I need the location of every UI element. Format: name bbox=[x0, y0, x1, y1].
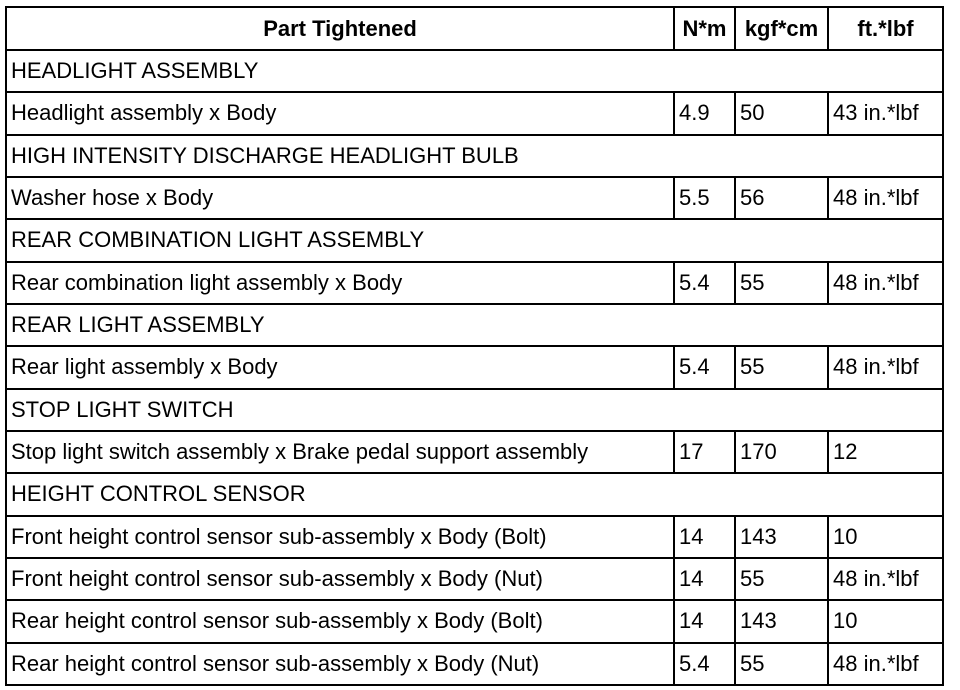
table-body bbox=[6, 50, 943, 685]
cell-nm: 14 bbox=[674, 558, 735, 600]
cell-ftlbf: 48 in.*lbf bbox=[828, 346, 943, 388]
section-title: STOP LIGHT SWITCH bbox=[6, 389, 943, 431]
header-ftlbf: ft.*lbf bbox=[828, 7, 943, 50]
cell-ftlbf: 48 in.*lbf bbox=[828, 177, 943, 219]
cell-nm: 14 bbox=[674, 516, 735, 558]
section-row bbox=[6, 473, 943, 515]
section-row bbox=[6, 304, 943, 346]
cell-nm: 4.9 bbox=[674, 92, 735, 134]
section-title: HEADLIGHT ASSEMBLY bbox=[6, 50, 943, 92]
cell-kgfcm: 50 bbox=[735, 92, 828, 134]
cell-ftlbf: 48 in.*lbf bbox=[828, 558, 943, 600]
table-row bbox=[6, 516, 943, 558]
table-row bbox=[6, 346, 943, 388]
table-row bbox=[6, 558, 943, 600]
cell-part: Front height control sensor sub-assembly x Body (Bolt) bbox=[6, 516, 674, 558]
cell-nm: 5.4 bbox=[674, 262, 735, 304]
cell-part: Rear light assembly x Body bbox=[6, 346, 674, 388]
table-header-row bbox=[6, 7, 943, 50]
table-row bbox=[6, 643, 943, 685]
cell-kgfcm: 55 bbox=[735, 643, 828, 685]
cell-part: Washer hose x Body bbox=[6, 177, 674, 219]
cell-kgfcm: 55 bbox=[735, 262, 828, 304]
cell-part: Stop light switch assembly x Brake pedal support assembly bbox=[6, 431, 674, 473]
cell-kgfcm: 170 bbox=[735, 431, 828, 473]
section-row bbox=[6, 219, 943, 261]
cell-nm: 5.5 bbox=[674, 177, 735, 219]
section-row bbox=[6, 50, 943, 92]
table-row bbox=[6, 92, 943, 134]
table-row bbox=[6, 262, 943, 304]
cell-kgfcm: 55 bbox=[735, 558, 828, 600]
section-row bbox=[6, 135, 943, 177]
cell-part: Headlight assembly x Body bbox=[6, 92, 674, 134]
header-kgfcm: kgf*cm bbox=[735, 7, 828, 50]
torque-spec-table bbox=[5, 6, 944, 686]
table-row bbox=[6, 177, 943, 219]
section-title: HIGH INTENSITY DISCHARGE HEADLIGHT BULB bbox=[6, 135, 943, 177]
cell-part: Front height control sensor sub-assembly x Body (Nut) bbox=[6, 558, 674, 600]
cell-ftlbf: 10 bbox=[828, 600, 943, 642]
cell-part: Rear height control sensor sub-assembly x Body (Nut) bbox=[6, 643, 674, 685]
cell-kgfcm: 143 bbox=[735, 600, 828, 642]
header-nm: N*m bbox=[674, 7, 735, 50]
cell-kgfcm: 55 bbox=[735, 346, 828, 388]
section-row bbox=[6, 389, 943, 431]
section-title: HEIGHT CONTROL SENSOR bbox=[6, 473, 943, 515]
header-part-tightened: Part Tightened bbox=[6, 7, 674, 50]
cell-kgfcm: 56 bbox=[735, 177, 828, 219]
cell-part: Rear height control sensor sub-assembly x Body (Bolt) bbox=[6, 600, 674, 642]
cell-ftlbf: 48 in.*lbf bbox=[828, 262, 943, 304]
cell-nm: 5.4 bbox=[674, 346, 735, 388]
cell-nm: 5.4 bbox=[674, 643, 735, 685]
cell-nm: 17 bbox=[674, 431, 735, 473]
cell-ftlbf: 48 in.*lbf bbox=[828, 643, 943, 685]
table-row bbox=[6, 431, 943, 473]
cell-ftlbf: 10 bbox=[828, 516, 943, 558]
cell-part: Rear combination light assembly x Body bbox=[6, 262, 674, 304]
cell-ftlbf: 12 bbox=[828, 431, 943, 473]
cell-kgfcm: 143 bbox=[735, 516, 828, 558]
section-title: REAR LIGHT ASSEMBLY bbox=[6, 304, 943, 346]
cell-nm: 14 bbox=[674, 600, 735, 642]
section-title: REAR COMBINATION LIGHT ASSEMBLY bbox=[6, 219, 943, 261]
cell-ftlbf: 43 in.*lbf bbox=[828, 92, 943, 134]
table-row bbox=[6, 600, 943, 642]
